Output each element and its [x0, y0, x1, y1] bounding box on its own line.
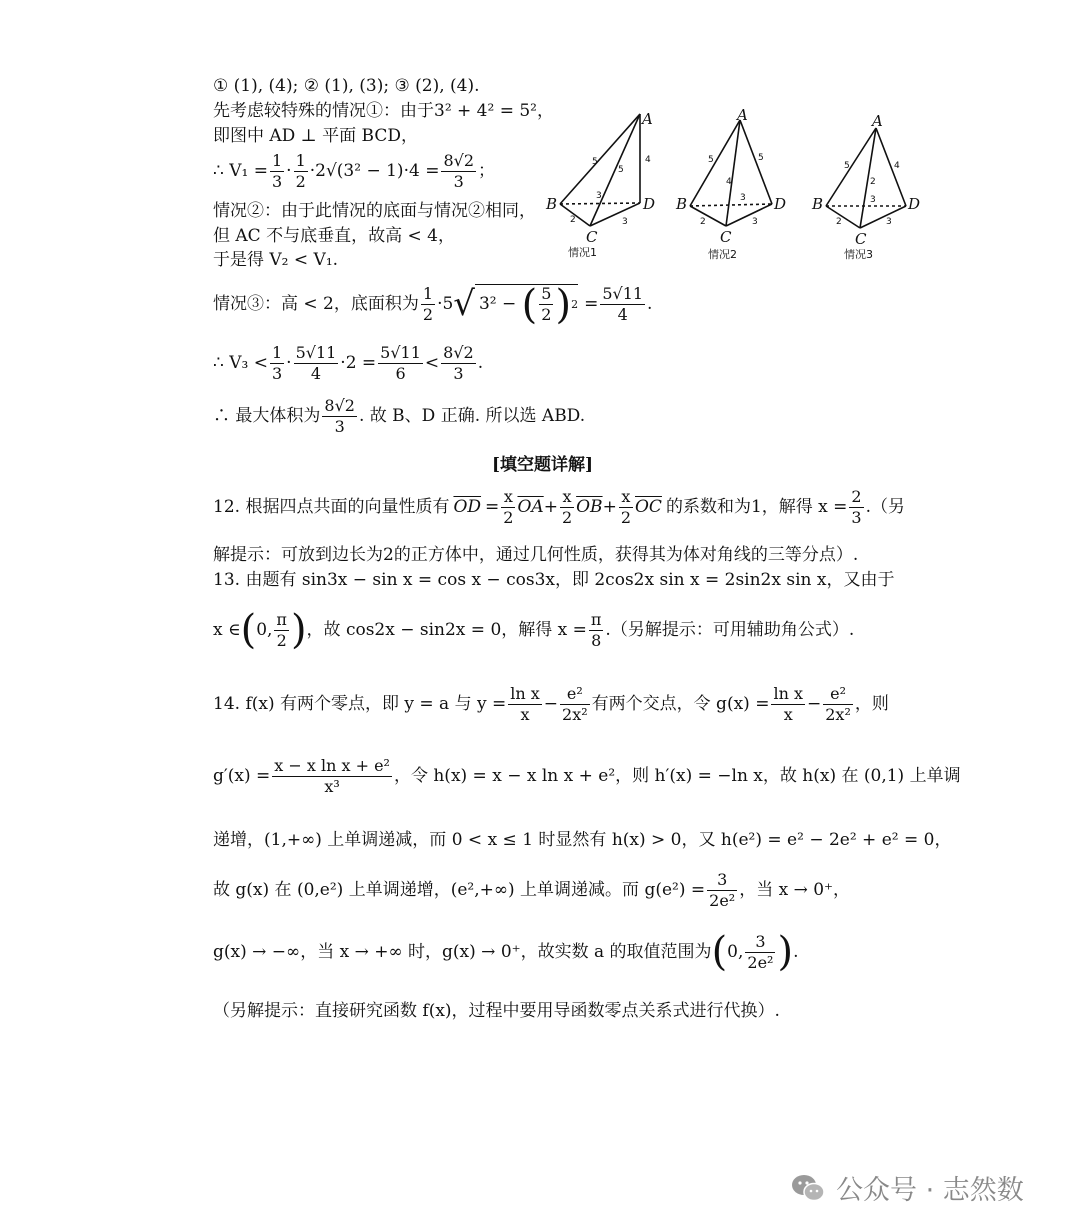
- svg-text:A: A: [642, 110, 653, 128]
- case2-line1: 情况②：由于此情况的底面与情况②相同，: [213, 201, 536, 221]
- svg-text:3: 3: [870, 195, 876, 205]
- options-line: ① (1), (4); ② (1), (3); ③ (2), (4).: [213, 76, 480, 96]
- svg-text:C: C: [855, 230, 867, 248]
- case2-line2: 但 AC 不与底垂直，故高 < 4，: [213, 226, 455, 246]
- case2-line3: 于是得 V₂ < V₁.: [213, 250, 339, 270]
- case1-perp: 即图中 AD ⊥ 平面 BCD，: [213, 126, 418, 146]
- svg-text:2: 2: [836, 217, 842, 227]
- svg-text:3: 3: [596, 191, 602, 201]
- svg-text:5: 5: [758, 153, 764, 163]
- figure-case1: [560, 114, 640, 226]
- svg-text:2: 2: [570, 215, 576, 225]
- svg-text:A: A: [872, 112, 883, 130]
- case1-intro: 先考虑较特殊的情况①：由于3² + 4² = 5²，: [213, 101, 554, 121]
- svg-text:3: 3: [622, 217, 628, 227]
- section-heading: [填空题详解]: [492, 455, 594, 475]
- case3-formula: 情况③：高 < 2，底面积为 $\frac{1}{2}$ ·5 √ 3² − ( $\frac{5}{2}$ ) 2 = $\frac{5√11}{4}$ .: [213, 281, 653, 328]
- figure-case3: [826, 128, 906, 228]
- caption-case1: 情况1: [568, 246, 597, 259]
- svg-text:A: A: [737, 108, 748, 124]
- watermark-text: 公众号 · 志然数: [836, 1175, 1024, 1206]
- svg-text:D: D: [643, 195, 656, 213]
- svg-text:C: C: [720, 228, 732, 246]
- caption-case2: 情况2: [708, 248, 737, 261]
- svg-text:B: B: [546, 195, 558, 213]
- figure-case2: [690, 120, 772, 226]
- svg-text:4: 4: [726, 177, 732, 187]
- svg-text:C: C: [586, 228, 598, 246]
- svg-text:3: 3: [886, 217, 892, 227]
- svg-text:5: 5: [618, 165, 624, 175]
- q12-line2: 解提示：可放到边长为2的正方体中，通过几何性质，获得其为体对角线的三等分点）.: [213, 545, 859, 565]
- svg-text:D: D: [908, 195, 921, 213]
- svg-text:3: 3: [752, 217, 758, 227]
- wechat-icon: [790, 1172, 826, 1204]
- q14-line4: 故 g(x) 在 (0,e²) 上单调递增，(e²,+∞) 上单调递减。而 g(e²) = $\frac{3}{\text{2e²}}$ ，当 x → 0⁺，: [213, 869, 851, 910]
- caption-case3: 情况3: [844, 248, 873, 261]
- frac-1-2: $\frac{1}{2}$: [295, 150, 306, 191]
- v3-formula: ∴ V₃ < $\frac{1}{3}$ · $\frac{5√11}{4}$ ·2 = $\frac{5√11}{6}$ < $\frac{8√2}{3}$ .: [213, 342, 484, 383]
- v1-formula: ∴ V₁ = $\frac{1}{3}$ · $\frac{1}{2}$ ·2√(3² − 1)·4 = $\frac{8√2}{3}$ ；: [213, 150, 495, 191]
- q14-line5: g(x) → −∞，当 x → +∞ 时，g(x) → 0⁺，故实数 a 的取值范围为 ( 0, $\frac{3}{\text{2e²}}$ ) .: [213, 929, 799, 975]
- alt-hint: （另解提示：直接研究函数 f(x)，过程中要用导函数零点关系式进行代换）.: [213, 1001, 780, 1021]
- svg-text:B: B: [812, 195, 824, 213]
- conclusion-line: ∴ 最大体积为 $\frac{8√2}{3}$ . 故 B、D 正确. 所以选 ABD.: [213, 395, 586, 436]
- svg-text:D: D: [774, 195, 787, 213]
- q14-line3: 递增，(1,+∞) 上单调递减，而 0 < x ≤ 1 时显然有 h(x) > 0，又 h(e²) = e² − 2e² + e² = 0，: [213, 830, 952, 850]
- svg-text:5: 5: [592, 157, 598, 167]
- q14-line1: 14. f(x) 有两个零点，即 y = a 与 y = $\frac{\text{ln x}}{x}$ − $\frac{\text{e²}}{\text{2x²}}$ 有两个交点，令 g(x) = $\frac{\text{ln x}}{x}$ − $\frac{\text{e²}}{\text{2x²}}$ ，则: [213, 683, 889, 724]
- frac-8root2-3: $\frac{8√2}{3}$: [443, 150, 474, 191]
- svg-text:3: 3: [740, 193, 746, 203]
- q12-line1: 12. 根据四点共面的向量性质有 $\overline{OD}$ = $\frac{x}{2}$ $\overline{OA}$ + $\frac{x}{2}$ $\overline{OB}$ + $\frac{x}{2}$ $\overline{OC}$ 的系数和为1，解得 x = $\frac{2}{3}$ .（另: [213, 486, 906, 527]
- frac-1-3: $\frac{1}{3}$: [271, 150, 283, 191]
- watermark: [790, 1168, 1024, 1207]
- q13-line1: 13. 由题有 sin3x − sin x = cos x − cos3x，即 2cos2x sin x = 2sin2x sin x，又由于: [213, 570, 895, 590]
- tetrahedron-figures: [540, 108, 940, 268]
- svg-text:2: 2: [700, 217, 706, 227]
- svg-text:5: 5: [708, 155, 714, 165]
- q14-line2: g′(x) = $\frac{\text{x − x ln x + e²}}{\text{x³}}$ ，令 h(x) = x − x ln x + e²，则 h′(x) = −ln x，故 h(x) 在 (0,1) 上单调: [213, 755, 961, 796]
- q13-line2: x ∈ ( 0, $\frac{\pi}{2}$ ) ，故 cos2x − sin2x = 0，解得 x = $\frac{\pi}{8}$ .（另解提示：可用辅助角公式）.: [213, 607, 855, 653]
- svg-text:4: 4: [645, 155, 651, 165]
- svg-text:2: 2: [870, 177, 876, 187]
- svg-text:B: B: [676, 195, 688, 213]
- svg-text:5: 5: [844, 161, 850, 171]
- svg-text:4: 4: [894, 161, 900, 171]
